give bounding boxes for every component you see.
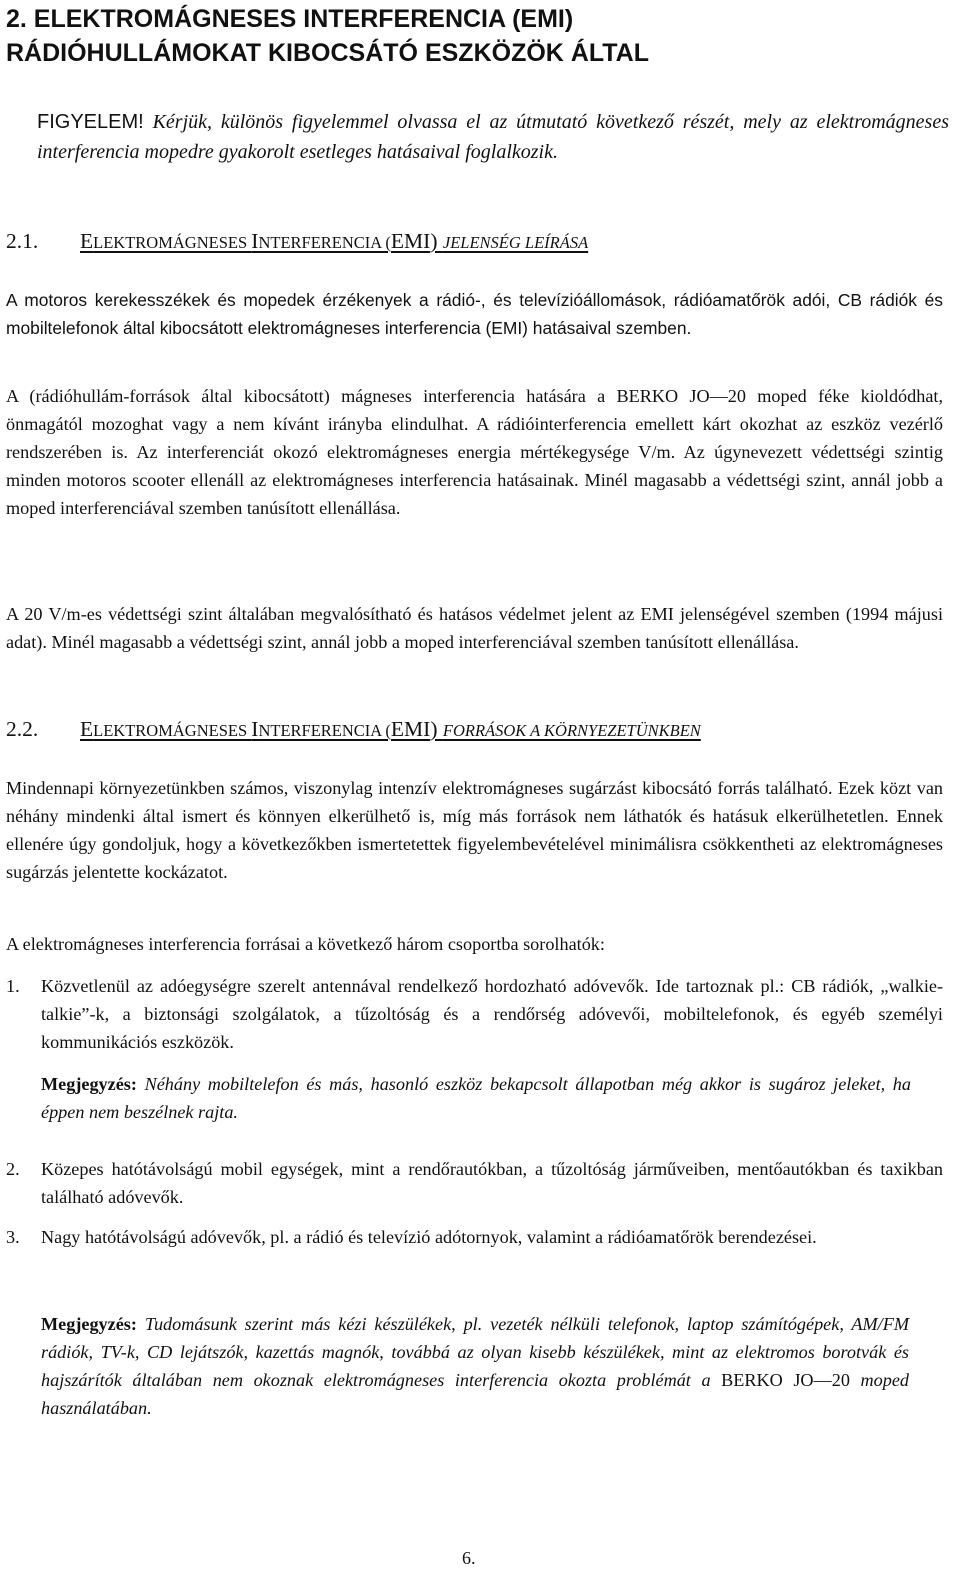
list-item-text: Nagy hatótávolságú adóvevők, pl. a rádió és televízió adótornyok, valamint a rádióamatőrök berendezései. bbox=[41, 1227, 817, 1247]
section-2-1-number: 2.1. bbox=[6, 229, 39, 253]
note-2-text-end: moped használatában. bbox=[41, 1370, 910, 1418]
page-number: 6. bbox=[462, 1548, 476, 1568]
section-2-2-heading-text: ELEKTROMÁGNESES INTERFERENCIA (EMI) FORRÁSOK A KÖRNYEZETÜNKBEN bbox=[80, 717, 701, 741]
interference-source-list bbox=[6, 972, 943, 1442]
note-1-label: Megjegyzés: bbox=[41, 1074, 137, 1094]
chapter-title-line-2: RÁDIÓHULLÁMOKAT KIBOCSÁTÓ ESZKÖZÖK ÁLTAL bbox=[6, 39, 649, 67]
note-1-text: Néhány mobiltelefon és más, hasonló eszköz bekapcsolt állapotban még akkor is sugároz jeleket, ha éppen nem beszélnek rajta. bbox=[41, 1074, 911, 1122]
chapter-title bbox=[6, 2, 951, 70]
warning-label: FIGYELEM! bbox=[37, 111, 144, 133]
note-2 bbox=[41, 1310, 909, 1422]
section-2-1-paragraph-2: A (rádióhullám-források által kibocsátott) mágneses interferencia hatására a BERKO JO—20 moped féke kioldódhat, önmagától mozoghat vagy a nem kívánt irányba elindulhat. A rádióinterferencia emellett kárt okozhat az eszköz vezérlő rendszerében is. Az interferenciát okozó elektromágneses energia mértékegysége V/m. Az úgynevezett védettségi szintig minden motoros scooter ellenáll az elektromágneses interferencia hatásainak. Minél magasabb a védettségi szint, annál jobb a moped interferenciával szemben tanúsított ellenállása. bbox=[6, 386, 943, 518]
section-2-1-paragraph-3: A 20 V/m-es védettségi szint általában megvalósítható és hatásos védelmet jelent az EMI jelenségével szemben (1994 májusi adat). Minél magasabb a védettségi szint, annál jobb a moped interferenciával szemben tanúsított ellenállása. bbox=[6, 604, 943, 652]
note-1 bbox=[41, 1070, 911, 1126]
section-2-2-paragraph-2: A elektromágneses interferencia forrásai a következő három csoportba sorolhatók: bbox=[6, 934, 605, 954]
warning-text: Kérjük, különös figyelemmel olvassa el az útmutató következő részét, mely az elektromágneses interferencia mopedre gyakorolt esetleges hatásaival foglalkozik. bbox=[37, 111, 950, 163]
note-2-label: Megjegyzés: bbox=[41, 1314, 137, 1334]
warning-paragraph bbox=[37, 107, 949, 167]
section-2-2-number: 2.2. bbox=[6, 717, 39, 741]
list-item-number: 1. bbox=[6, 976, 20, 996]
section-2-2-paragraph-1: Mindennapi környezetünkben számos, viszonylag intenzív elektromágneses sugárzást kibocsátó forrás található. Ezek közt van néhány mindenki által ismert és könnyen elkerülhető is, míg más források nem láthatók és hatásuk elkerülhetetlen. Ennek ellenére úgy gondoljuk, hogy a következőkben ismertetettek figyelembevételével minimálisra csökkentheti az elektromágneses sugárzás jelentette kockázatot. bbox=[6, 778, 943, 882]
note-2-text: Tudomásunk szerint más kézi készülékek, pl. vezeték nélküli telefonok, laptop számítógépek, AM/FM rádiók, TV-k, CD lejátszók, kazettás magnók, továbbá az olyan kisebb készülékek, mint az elektromos borotvák és hajszárítók általában nem okoznak elektromágneses interferencia okozta problémát a bbox=[41, 1314, 909, 1390]
list-item-number: 3. bbox=[6, 1227, 20, 1247]
list-item-text: Közvetlenül az adóegységre szerelt antennával rendelkező hordozható adóvevők. Ide tartoznak pl.: CB rádiók, „walkie-talkie”-k, a biztonsági szolgálatok, a tűzoltóság és a rendőrség adóvevői, mobiltelefonok, és egyéb személyi kommunikációs eszközök. bbox=[41, 976, 943, 1052]
section-2-1-paragraph-1: A motoros kerekesszékek és mopedek érzékenyek a rádió-, és televízióállomások, rádióamatőrök adói, CB rádiók és mobiltelefonok által kibocsátott elektromágneses interferencia (EMI) hatásaival szemben. bbox=[6, 290, 943, 338]
list-item-text: Közepes hatótávolságú mobil egységek, mint a rendőrautókban, a tűzoltóság járműveiben, mentőautókban és taxikban található adóvevők. bbox=[41, 1159, 943, 1207]
section-2-1-heading-text: ELEKTROMÁGNESES INTERFERENCIA (EMI) JELENSÉG LEÍRÁSA bbox=[80, 229, 589, 253]
list-item-number: 2. bbox=[6, 1159, 20, 1179]
note-2-product: BERKO JO—20 bbox=[721, 1370, 850, 1390]
chapter-title-line-1: 2. ELEKTROMÁGNESES INTERFERENCIA (EMI) bbox=[6, 5, 574, 33]
